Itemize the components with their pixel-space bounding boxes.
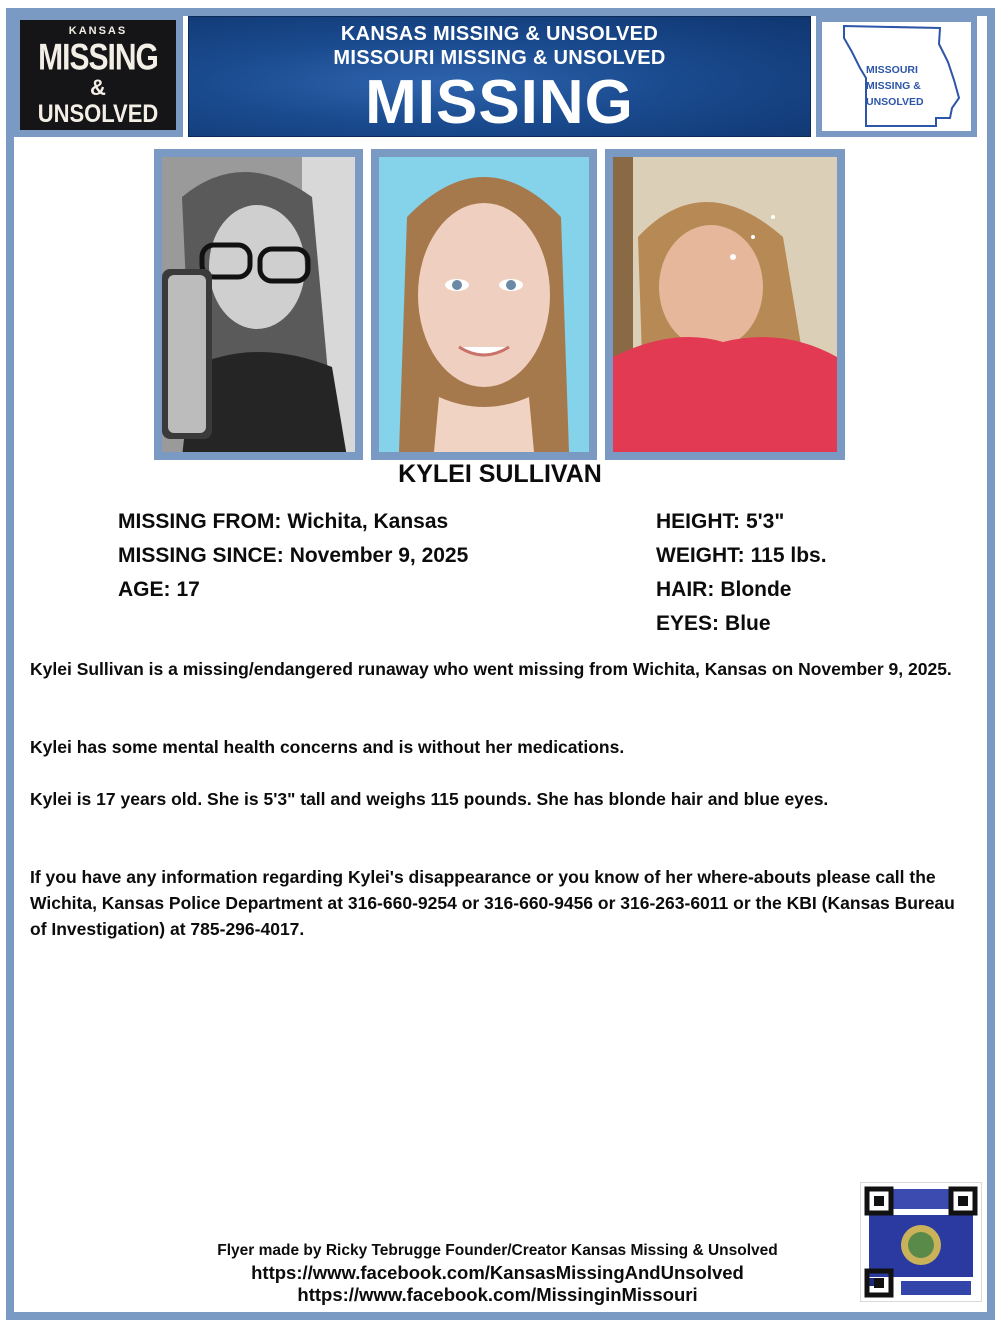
missouri-missing-unsolved-logo [816,16,977,137]
footer-link-missouri[interactable]: https://www.facebook.com/MissinginMissouri [297,1284,698,1305]
fact-weight [656,544,827,568]
fact-height-label: HEIGHT: [656,510,740,533]
mo-logo-line1: MISSOURI [866,64,918,76]
fact-missing-from-value: Wichita, Kansas [287,510,449,533]
missing-person-name: KYLEI SULLIVAN [398,460,602,488]
qr-code-graphic [861,1183,981,1301]
fact-missing-from [118,510,448,534]
fact-hair-value: Blonde [720,578,792,601]
fact-weight-value: 115 lbs. [750,544,827,567]
logo-missing-text: MISSING [38,36,158,78]
description-paragraph-3: Kylei is 17 years old. She is 5'3" tall and weighs 115 pounds. She has blonde hair and blue eyes. [30,789,829,809]
photo-center [371,149,597,460]
kansas-missing-unsolved-logo [13,13,183,137]
fact-missing-from-label: MISSING FROM: [118,510,282,533]
fact-missing-since [118,544,468,568]
fact-weight-label: WEIGHT: [656,544,745,567]
fact-hair-label: HAIR: [656,578,715,601]
banner-line-kansas: KANSAS MISSING & UNSOLVED [340,23,659,45]
logo-kansas-text: KANSAS [68,24,128,37]
person-photo-grayscale-selfie [162,157,355,452]
fact-eyes-value: Blue [725,612,771,635]
fact-missing-since-label: MISSING SINCE: [118,544,284,567]
person-photo-id-portrait [379,157,589,452]
qr-code-icon[interactable] [860,1182,982,1302]
fact-eyes [656,612,771,636]
person-photo-red-shirt [613,157,837,452]
logo-unsolved-text: UNSOLVED [37,98,159,128]
banner-line-missouri: MISSOURI MISSING & UNSOLVED [333,47,666,69]
header-banner [188,16,811,137]
photo-left [154,149,363,460]
fact-age-label: AGE: [118,578,171,601]
mo-logo-line2: MISSING & [866,80,921,92]
fact-eyes-label: EYES: [656,612,720,635]
fact-height-value: 5'3" [746,510,785,533]
fact-age [118,578,200,602]
footer-credit: Flyer made by Ricky Tebrugge Founder/Creator Kansas Missing & Unsolved [217,1242,778,1259]
fact-hair [656,578,792,602]
description-paragraph-2: Kylei has some mental health concerns and is without her medications. [30,737,625,757]
fact-age-value: 17 [176,578,200,601]
fact-height [656,510,784,534]
photo-right [605,149,845,460]
mo-logo-line3: UNSOLVED [866,96,924,108]
footer-link-kansas[interactable]: https://www.facebook.com/KansasMissingAndUnsolved [251,1262,744,1283]
banner-title: MISSING [365,68,634,137]
description-paragraph-1: Kylei Sullivan is a missing/endangered runaway who went missing from Wichita, Kansas on November 9, 2025. [30,659,952,679]
description-paragraph-4: If you have any information regarding Kylei's disappearance or you know of her where-abouts please call the Wichita, Kansas Police Department at 316-660-9254 or 316-660-9456 or 316-263-6011 or the KBI (Kansas Bureau of Investigation) at 785-296-4017. [30,867,955,939]
logo-ampersand-text: & [90,74,106,100]
fact-missing-since-value: November 9, 2025 [289,544,469,567]
